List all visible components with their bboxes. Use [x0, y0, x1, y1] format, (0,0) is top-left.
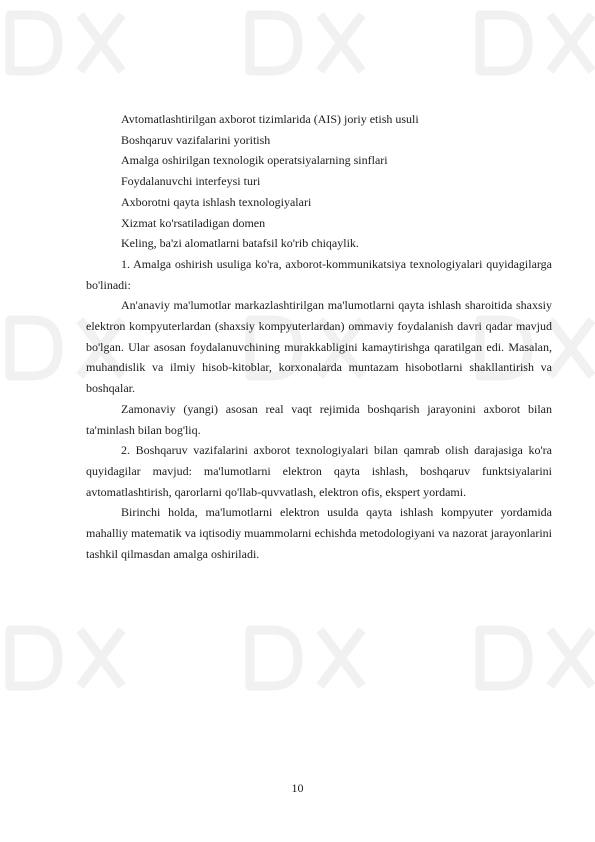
- list-line: Avtomatlashtirilgan axborot tizimlarida (AIS) joriy etish usuli: [121, 112, 419, 126]
- document-body: [86, 109, 552, 564]
- list-line: Xizmat ko'rsatiladigan domen: [121, 215, 266, 230]
- page-number: 10: [291, 781, 304, 795]
- paragraph: Birinchi holda, ma'lumotlarni elektron usulda qayta ishlash kompyuter yordamida mahalliy matematik va iqtisodiy muammolarni echishda metodologiyani va nazorat jarayonlarini tashkil qilmasdan amalga oshiriladi.: [86, 505, 552, 561]
- list-line: Foydalanuvchi interfeysi turi: [121, 174, 261, 189]
- list-line: Boshqaruv vazifalarini yoritish: [121, 132, 271, 147]
- paragraph: An'anaviy ma'lumotlar markazlashtirilgan ma'lumotlarni qayta ishlash sharoitida shaxsiy elektron kompyuterlardan (shaxsiy kompyuterlardan) ommaviy foydalanish davri qadar mavjud bo'lgan. Ular asosan foydalanuvchining murakkabligini kamaytirishga qaratilgan edi. Masalan, muhandislik va ilmiy hisob-kitoblar, korxonalarda muntazam hisobotlarni shakllantirish va boshqalar.: [86, 298, 552, 396]
- list-line: Amalga oshirilgan texnologik operatsiyalarning sinflari: [121, 153, 388, 168]
- list-line: Axborotni qayta ishlash texnologiyalari: [121, 194, 312, 209]
- paragraph: 1. Amalga oshirish usuliga ko'ra, axborot-kommunikatsiya texnologiyalari quyidagilarga bo'linadi:: [86, 256, 552, 292]
- intro-line: Keling, ba'zi alomatlarni batafsil ko'rib chiqaylik.: [121, 236, 359, 251]
- paragraph: Zamonaviy (yangi) asosan real vaqt rejimida boshqarish jarayonini axborot bilan ta'minlash bilan bog'liq.: [86, 401, 552, 437]
- paragraph: 2. Boshqaruv vazifalarini axborot texnologiyalari bilan qamrab olish darajasiga ko'ra quyidagilar mavjud: ma'lumotlarni elektron qayta ishlash, boshqaruv funktsiyalarini avtomatlashtirish, qarorlarni qo'llab-quvvatlash, elektron ofis, ekspert yordami.: [86, 443, 552, 499]
